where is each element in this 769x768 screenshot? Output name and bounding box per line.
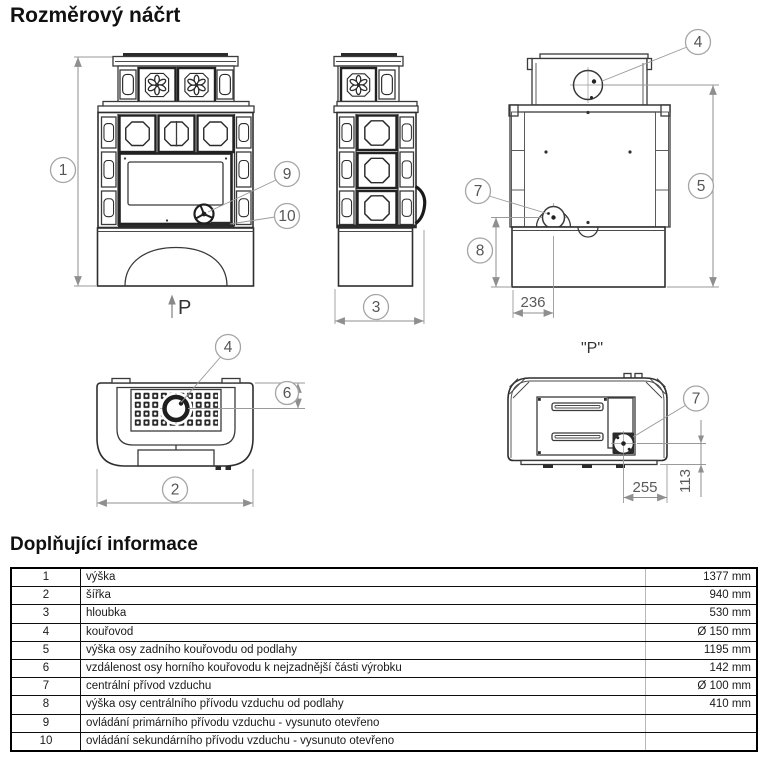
row-number: 4 (11, 623, 81, 641)
row-number: 3 (11, 605, 81, 623)
callout-6 (276, 382, 299, 405)
svg-text:6: 6 (282, 385, 292, 403)
row-number: 10 (11, 732, 81, 751)
table-row (11, 659, 757, 677)
callout-10 (275, 204, 300, 229)
svg-text:7: 7 (691, 390, 701, 408)
info-table-body (11, 568, 757, 751)
svg-text:2: 2 (170, 481, 180, 499)
dim-236-label: 236 (520, 294, 546, 311)
svg-text:1: 1 (58, 162, 68, 180)
table-row (11, 587, 757, 605)
stove-base (98, 228, 254, 286)
row-description: centrální přívod vzduchu (81, 678, 646, 696)
row-description: hloubka (81, 605, 646, 623)
row-number: 8 (11, 696, 81, 714)
side-view (334, 53, 425, 324)
view-direction-arrow (168, 295, 191, 320)
callout-7-p (684, 386, 709, 411)
top-view (97, 335, 305, 508)
info-table (10, 567, 758, 752)
callout-9 (275, 162, 300, 187)
svg-text:4: 4 (223, 339, 233, 357)
row-value (646, 714, 758, 732)
stove-door (120, 154, 232, 225)
callout-2 (163, 477, 188, 502)
svg-text:8: 8 (475, 242, 485, 260)
table-row (11, 696, 757, 714)
svg-text:4: 4 (693, 34, 703, 52)
central-air-inlet-p (611, 431, 636, 456)
door-handle (416, 187, 425, 224)
callout-4 (686, 30, 711, 55)
page-title: Rozměrový náčrt (10, 4, 181, 27)
row-number: 6 (11, 659, 81, 677)
row-value: 142 mm (646, 659, 758, 677)
callout-8 (468, 238, 493, 263)
dim-255-label: 255 (632, 479, 658, 496)
table-row (11, 678, 757, 696)
dim-113-label: 113 (677, 469, 694, 493)
row-description: výška osy zadního kouřovodu od podlahy (81, 641, 646, 659)
row-description: výška osy centrálního přívodu vzduchu od podlahy (81, 696, 646, 714)
back-view (466, 30, 720, 319)
p-arrow-label: P (178, 297, 192, 319)
air-control-knob (195, 205, 214, 224)
front-view (51, 53, 300, 319)
row-number: 5 (11, 641, 81, 659)
svg-text:10: 10 (278, 208, 296, 226)
table-row (11, 732, 757, 751)
svg-text:3: 3 (371, 299, 381, 317)
row-description: ovládání sekundárního přívodu vzduchu - vysunuto otevřeno (81, 732, 646, 751)
row-value: 410 mm (646, 696, 758, 714)
p-view-label: "P" (580, 340, 604, 357)
row-value: 1377 mm (646, 568, 758, 587)
table-row (11, 714, 757, 732)
row-value: 940 mm (646, 587, 758, 605)
row-value: Ø 100 mm (646, 678, 758, 696)
table-row (11, 605, 757, 623)
row-value: 1195 mm (646, 641, 758, 659)
callout-3 (364, 295, 389, 320)
svg-text:7: 7 (473, 183, 483, 201)
row-description: vzdálenost osy horního kouřovodu k nejzadnější části výrobku (81, 659, 646, 677)
row-number: 9 (11, 714, 81, 732)
p-view (508, 340, 709, 503)
row-number: 2 (11, 587, 81, 605)
row-value: 530 mm (646, 605, 758, 623)
callout-7 (466, 179, 491, 204)
table-row (11, 641, 757, 659)
row-number: 7 (11, 678, 81, 696)
row-description: kouřovod (81, 623, 646, 641)
row-description: ovládání primárního přívodu vzduchu - vysunuto otevřeno (81, 714, 646, 732)
row-description: výška (81, 568, 646, 587)
row-number: 1 (11, 568, 81, 587)
table-row (11, 568, 757, 587)
row-value: Ø 150 mm (646, 623, 758, 641)
callout-4-top (216, 335, 241, 360)
info-title: Doplňující informace (10, 534, 198, 555)
table-row (11, 623, 757, 641)
callout-5 (689, 174, 714, 199)
row-description: šířka (81, 587, 646, 605)
svg-text:9: 9 (282, 166, 292, 184)
svg-text:5: 5 (696, 178, 706, 196)
callout-1 (51, 158, 76, 183)
row-value (646, 732, 758, 751)
